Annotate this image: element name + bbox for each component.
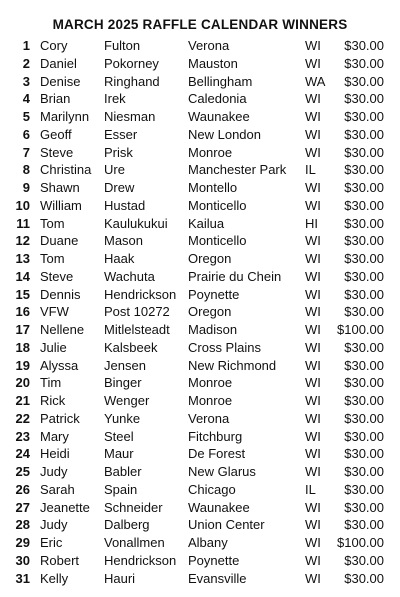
winner-first-name: Nellene — [40, 322, 85, 337]
winner-number: 14 — [15, 268, 30, 284]
winner-last-name: Hendrickson — [104, 286, 177, 302]
winner-first-name: Julie — [40, 339, 67, 355]
winner-amount: $30.00 — [344, 517, 384, 533]
winner-first-name: William — [40, 197, 82, 213]
winner-amount: $30.00 — [344, 197, 384, 213]
winner-row — [0, 55, 400, 73]
winner-amount: $30.00 — [344, 304, 384, 320]
winner-amount: $30.00 — [344, 55, 384, 71]
winner-state: WI — [305, 339, 321, 355]
winner-amount: $30.00 — [344, 180, 384, 195]
winner-number: 20 — [15, 375, 30, 391]
winner-state: WI — [305, 55, 321, 71]
winner-first-name: Duane — [40, 233, 79, 249]
winner-first-name: Kelly — [40, 570, 69, 586]
winner-last-name: Esser — [104, 126, 138, 142]
winner-amount: $30.00 — [344, 339, 384, 355]
winner-first-name: Tim — [40, 375, 62, 391]
winner-last-name: Yunke — [104, 410, 141, 426]
winner-state: WI — [305, 180, 321, 195]
winner-last-name: Maur — [104, 446, 134, 462]
winner-number: 19 — [15, 357, 30, 373]
winner-last-name: Jensen — [104, 357, 146, 373]
winner-row — [0, 357, 400, 375]
winner-number: 6 — [22, 126, 30, 142]
winner-state: HI — [305, 215, 318, 231]
winner-amount: $100.00 — [337, 535, 384, 550]
winner-row — [0, 37, 400, 55]
winner-row — [0, 232, 400, 250]
winner-row — [0, 499, 400, 517]
winner-amount: $30.00 — [344, 126, 384, 142]
winner-first-name: Brian — [40, 91, 71, 107]
winner-state: WI — [305, 499, 321, 515]
winner-city: Waunakee — [188, 499, 250, 515]
winner-last-name: Hustad — [104, 197, 146, 213]
winner-last-name: Wachuta — [104, 268, 155, 284]
winner-amount: $30.00 — [344, 38, 384, 53]
winner-last-name: Irek — [104, 91, 126, 107]
winner-state: WI — [305, 126, 321, 142]
winner-last-name: Hendrickson — [104, 552, 177, 568]
winner-row — [0, 108, 400, 126]
winner-last-name: Kaulukukui — [104, 215, 168, 231]
winner-amount: $30.00 — [344, 73, 384, 89]
winner-last-name: Prisk — [104, 144, 133, 160]
winner-row — [0, 90, 400, 108]
winner-state: WI — [305, 144, 321, 160]
winner-row — [0, 552, 400, 570]
winner-first-name: Denise — [40, 73, 81, 89]
winner-city: Poynette — [188, 552, 240, 568]
winner-amount: $30.00 — [344, 499, 384, 515]
winner-row — [0, 144, 400, 162]
winner-row — [0, 268, 400, 286]
winner-last-name: Ringhand — [104, 73, 160, 89]
winner-last-name: Babler — [104, 464, 142, 479]
winner-first-name: Eric — [40, 535, 63, 550]
winner-amount: $30.00 — [344, 144, 384, 160]
winner-number: 30 — [15, 552, 30, 568]
winner-first-name: Dennis — [40, 286, 81, 302]
winner-row — [0, 179, 400, 197]
winner-row — [0, 516, 400, 534]
winner-row — [0, 570, 400, 588]
winner-amount: $100.00 — [337, 322, 384, 337]
winner-first-name: Rick — [40, 393, 66, 408]
winner-city: Cross Plains — [188, 339, 261, 355]
winner-state: WI — [305, 251, 321, 266]
winner-amount: $30.00 — [344, 481, 384, 497]
winner-number: 24 — [15, 446, 30, 462]
winner-row — [0, 534, 400, 552]
winner-number: 15 — [15, 286, 30, 302]
winner-city: New Glarus — [188, 464, 256, 479]
winner-number: 11 — [16, 215, 30, 231]
winner-number: 26 — [15, 481, 30, 497]
winner-number: 17 — [15, 322, 30, 337]
winner-state: WI — [305, 38, 321, 53]
winner-amount: $30.00 — [344, 109, 384, 124]
winner-city: Waunakee — [188, 109, 250, 124]
winner-number: 2 — [22, 55, 30, 71]
winner-city: Bellingham — [188, 73, 253, 89]
winner-state: WI — [305, 109, 321, 124]
winner-state: WI — [305, 286, 321, 302]
winner-state: WA — [305, 73, 326, 89]
winner-row — [0, 197, 400, 215]
winner-first-name: Tom — [40, 251, 65, 266]
winner-last-name: Kalsbeek — [104, 339, 158, 355]
winner-last-name: Spain — [104, 481, 138, 497]
winner-first-name: Jeanette — [40, 499, 90, 515]
winner-city: New London — [188, 126, 261, 142]
winner-last-name: Hauri — [104, 570, 136, 586]
winner-amount: $30.00 — [344, 215, 384, 231]
winner-amount: $30.00 — [344, 446, 384, 462]
winner-city: De Forest — [188, 446, 246, 462]
winner-city: Monroe — [188, 375, 233, 391]
winner-last-name: Mason — [104, 233, 144, 249]
winner-last-name: Niesman — [104, 109, 156, 124]
winner-city: Montello — [188, 180, 238, 195]
winner-first-name: Steve — [40, 144, 74, 160]
winner-first-name: Christina — [40, 162, 92, 178]
winner-row — [0, 321, 400, 339]
winner-number: 8 — [22, 162, 30, 178]
winner-first-name: Robert — [40, 552, 80, 568]
winner-city: Manchester Park — [188, 162, 287, 178]
winner-first-name: Shawn — [40, 180, 80, 195]
winner-state: WI — [305, 464, 321, 479]
winner-first-name: VFW — [40, 304, 69, 320]
winner-city: Caledonia — [188, 91, 247, 107]
winner-state: WI — [305, 410, 321, 426]
winner-last-name: Mitlelsteadt — [104, 322, 170, 337]
winner-last-name: Binger — [104, 375, 142, 391]
winner-number: 12 — [15, 233, 30, 249]
winner-city: Verona — [188, 410, 230, 426]
document-title: MARCH 2025 RAFFLE CALENDAR WINNERS — [52, 17, 348, 32]
winner-last-name: Post 10272 — [104, 304, 170, 320]
winner-row — [0, 374, 400, 392]
winner-last-name: Schneider — [104, 499, 163, 515]
winner-first-name: Judy — [40, 464, 68, 479]
winner-amount: $30.00 — [344, 91, 384, 107]
winner-state: WI — [305, 304, 321, 320]
winner-row — [0, 339, 400, 357]
winner-last-name: Pokorney — [104, 55, 159, 71]
winner-number: 22 — [15, 410, 30, 426]
winner-row — [0, 303, 400, 321]
winner-last-name: Dalberg — [104, 517, 150, 533]
winner-number: 28 — [15, 517, 30, 533]
winner-city: Monroe — [188, 393, 233, 408]
winner-state: WI — [305, 446, 321, 462]
winner-last-name: Ure — [104, 162, 125, 178]
winner-amount: $30.00 — [344, 393, 384, 408]
winner-first-name: Tom — [40, 215, 65, 231]
winner-amount: $30.00 — [344, 233, 384, 249]
winner-first-name: Daniel — [40, 55, 77, 71]
winner-last-name: Vonallmen — [104, 535, 165, 550]
winner-city: Albany — [188, 535, 228, 550]
winner-number: 10 — [15, 197, 30, 213]
winner-state: IL — [305, 481, 316, 497]
winner-city: Mauston — [188, 55, 238, 71]
winner-first-name: Steve — [40, 268, 74, 284]
winner-amount: $30.00 — [344, 357, 384, 373]
winner-state: WI — [305, 91, 321, 107]
winner-number: 7 — [22, 144, 30, 160]
winner-row — [0, 215, 400, 233]
winner-first-name: Mary — [40, 428, 69, 444]
winner-amount: $30.00 — [344, 428, 384, 444]
winner-city: Oregon — [188, 251, 232, 266]
winner-number: 13 — [15, 251, 30, 266]
winner-row — [0, 161, 400, 179]
winner-row — [0, 392, 400, 410]
winner-number: 4 — [22, 91, 30, 107]
winner-last-name: Steel — [104, 428, 134, 444]
winner-amount: $30.00 — [344, 570, 384, 586]
winner-city: Monticello — [188, 197, 247, 213]
winner-first-name: Geoff — [40, 126, 72, 142]
winner-state: WI — [305, 197, 321, 213]
winner-amount: $30.00 — [344, 251, 384, 266]
winner-state: WI — [305, 375, 321, 391]
winner-amount: $30.00 — [344, 286, 384, 302]
winner-number: 9 — [22, 180, 30, 195]
winner-first-name: Sarah — [40, 481, 75, 497]
winner-city: Verona — [188, 38, 230, 53]
winner-city: Poynette — [188, 286, 240, 302]
winner-number: 18 — [15, 339, 30, 355]
winner-state: WI — [305, 268, 321, 284]
winners-list — [0, 37, 400, 587]
winner-row — [0, 286, 400, 304]
winner-number: 27 — [15, 499, 30, 515]
winner-state: WI — [305, 552, 321, 568]
winner-first-name: Patrick — [40, 410, 80, 426]
winner-state: IL — [305, 162, 316, 178]
winner-state: WI — [305, 517, 321, 533]
winner-first-name: Marilynn — [40, 109, 90, 124]
winner-city: Monroe — [188, 144, 233, 160]
winner-city: Madison — [188, 322, 238, 337]
winner-number: 16 — [15, 304, 30, 320]
winner-number: 29 — [15, 535, 30, 550]
winner-number: 21 — [15, 393, 30, 408]
winner-number: 3 — [22, 73, 30, 89]
winner-state: WI — [305, 322, 321, 337]
winner-state: WI — [305, 357, 321, 373]
winner-last-name: Haak — [104, 251, 135, 266]
winner-row — [0, 445, 400, 463]
winner-row — [0, 481, 400, 499]
winner-amount: $30.00 — [344, 552, 384, 568]
winner-amount: $30.00 — [344, 162, 384, 178]
winner-city: Prairie du Chein — [188, 268, 282, 284]
winner-last-name: Drew — [104, 180, 135, 195]
winner-first-name: Alyssa — [40, 357, 79, 373]
winner-amount: $30.00 — [344, 464, 384, 479]
winner-amount: $30.00 — [344, 375, 384, 391]
winner-city: Oregon — [188, 304, 232, 320]
winner-first-name: Cory — [40, 38, 68, 53]
winner-row — [0, 410, 400, 428]
winner-city: Kailua — [188, 215, 225, 231]
winner-row — [0, 126, 400, 144]
winner-state: WI — [305, 233, 321, 249]
winner-last-name: Fulton — [104, 38, 141, 53]
winner-number: 25 — [15, 464, 30, 479]
winner-state: WI — [305, 393, 321, 408]
winner-number: 31 — [15, 570, 30, 586]
winner-number: 1 — [22, 38, 30, 53]
winner-city: Monticello — [188, 233, 247, 249]
winner-state: WI — [305, 428, 321, 444]
winner-first-name: Heidi — [40, 446, 70, 462]
winner-first-name: Judy — [40, 517, 68, 533]
winner-row — [0, 428, 400, 446]
winner-state: WI — [305, 535, 321, 550]
winner-city: Evansville — [188, 570, 247, 586]
winner-city: Union Center — [188, 517, 265, 533]
winner-city: Chicago — [188, 481, 236, 497]
winner-row — [0, 73, 400, 91]
winner-amount: $30.00 — [344, 410, 384, 426]
winner-city: Fitchburg — [188, 428, 243, 444]
winner-row — [0, 463, 400, 481]
winner-number: 23 — [15, 428, 30, 444]
winner-number: 5 — [22, 109, 30, 124]
winner-amount: $30.00 — [344, 268, 384, 284]
winner-city: New Richmond — [188, 357, 277, 373]
winner-state: WI — [305, 570, 321, 586]
winner-row — [0, 250, 400, 268]
winner-last-name: Wenger — [104, 393, 150, 408]
